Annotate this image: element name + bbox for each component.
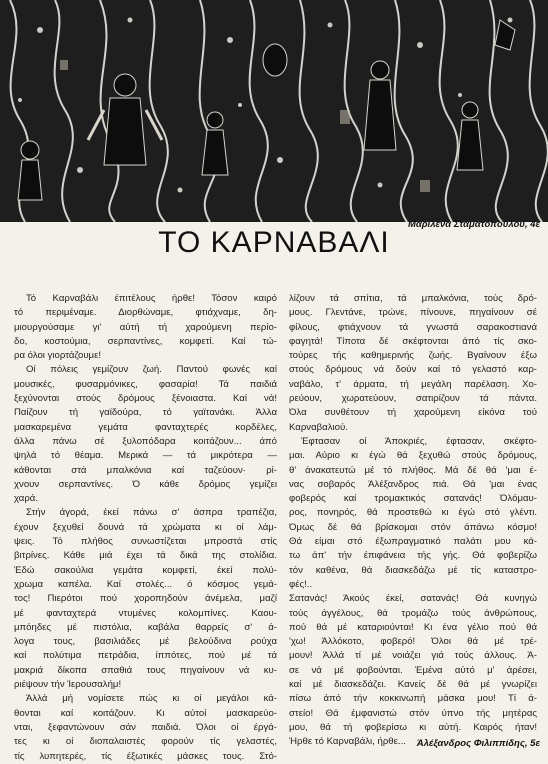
text-line: χνουν σερπαντίνες. Ό κάθε δρόμος γεμίζει xyxy=(14,478,277,490)
text-line: Παίζουν τή γαϊδούρα, τό γαϊτανάκι. Άλλα xyxy=(14,407,277,419)
text-line: τω άπ' τήν έπιφάνεια τής γής. Θά φοβερίζω xyxy=(289,550,537,562)
text-line: Οί πόλεις γεμίζουν ζωή. Παντού φωνές καί xyxy=(26,364,277,376)
author-signature: Άλέξανδρος Φιλιππίδης, 5ε xyxy=(416,738,540,749)
text-line: φοβερός καί τρομακτικός σατανάς! Όλόμαυ- xyxy=(289,493,537,505)
text-line: μασκαρεμένα γεμάτα φανταχτερές κορδέλες, xyxy=(14,421,277,433)
text-line: τες κι οί διοπαλαιστές φορούν τίς γελαστές, xyxy=(14,736,277,748)
text-line: Στήν άγορά, έκεί πάνω σ' άσπρα τραπέζια, xyxy=(26,507,277,519)
text-line: Όλα συνθέτουν τή χαρούμενη είκόνα τού xyxy=(289,407,537,419)
text-line: πίσω άπό τήν κοκκινωπή μάσκα μου! Τί ά- xyxy=(289,693,537,705)
text-line: μουσικές, φυσαρμόνικες, φασαρία! Τά παιδιά xyxy=(14,378,277,390)
text-line: μακριά δίκοπα σπαθιά τους πηγαίνουν νά κυ- xyxy=(14,664,277,676)
text-line: καί πολύτιμα πετράδια, ίππότες, πού μέ τά xyxy=(14,650,277,662)
text-line: θονται καί κοιτάζουν. Κι αύτοί μασκαρεύο- xyxy=(14,707,277,719)
text-line: ξεχύνονται στούς δρόμους ξένοιαστα. Καί νά! xyxy=(14,393,277,405)
text-line: νται, ξεφαντώνουν σάν παιδιά. Όλοι οί έργά- xyxy=(14,721,277,733)
text-line: κάθονται στά μπαλκόνια καί ταζεύουν· ρί- xyxy=(14,464,277,476)
text-line: Άλλά μή νομίσετε πώς κι οί μεγάλοι κά- xyxy=(26,693,277,705)
text-line: ναβάλο, τ' άρματα, τή μεγάλη παρέλαση. Χο- xyxy=(289,378,537,390)
text-line: μουν! Άλλά τί μέ νοιάζει γιά τούς άλλους. Ά- xyxy=(289,650,537,662)
text-line: 'χω! Άλλόκοτο, φοβερό! Όλοι θά μέ τρέ- xyxy=(289,636,537,648)
text-line: σε νά μέ φοβούνται. Έμένα αύτό μ' άρέσει, xyxy=(289,664,537,676)
carnival-illustration xyxy=(0,0,548,222)
text-line: τόν καθένα, θά διασκεδάζω μέ τίς καταστρο- xyxy=(289,564,537,576)
text-line: ρεύουν, χωρατεύουν, σατιρίζουν τά πάντα. xyxy=(289,393,537,405)
image-credit: Μαριλένα Σταματοπούλου, 4ε xyxy=(408,219,540,230)
left-column xyxy=(14,292,277,764)
text-line: τίς λυπητερές, τίς έξωτικές μάσκες τους. Στό- xyxy=(14,750,277,762)
text-line: έχουν ξεχυθεί δουνά τά χρώματα κι οί λάμ- xyxy=(14,521,277,533)
text-line: τούς άγγέλους, θά τρομάζω τούς άνθρώπους, xyxy=(289,607,537,619)
text-line: φίλους, φτιάχνουν τά γνωστά σαρακοστιανά xyxy=(289,321,537,333)
text-line: τό περιμέναμε. Διορθώναμε, φτιάχναμε, δη- xyxy=(14,307,277,319)
text-line: Έφτασαν οί Άποκριές, έφτασαν, σκέφτο- xyxy=(301,435,537,447)
text-line: μπόηδες μέ πιστόλια, καβάλα θαρρείς σ' ά- xyxy=(14,621,277,633)
text-line: δο, κοστούμια, σερπαντίνες, κομφετί. Καί τώ- xyxy=(14,335,277,347)
text-line: μους. Γλεντάνε, τρώνε, πίνουνε, πηγαίνουν σέ xyxy=(289,307,537,319)
text-line: μέ φανταχτερά ντυμένες κολομπίνες. Καου- xyxy=(14,607,277,619)
text-line: χαρά. xyxy=(14,493,38,505)
text-line: Καρναβαλιού. xyxy=(289,421,348,433)
text-line: πού θά μέ καταριούνται! Κι ένα γέλιο πού θά xyxy=(289,621,537,633)
text-line: λογα τους, βασιλιάδες μέ βελούδινα ρούχα xyxy=(14,636,277,648)
right-column xyxy=(289,292,537,750)
text-line: λίζουν τά σπίτια, τά μπαλκόνια, τούς δρό- xyxy=(289,293,537,304)
text-line: μαι. Αύριο κι έγώ θά ξεχυθώ στούς δρόμους, xyxy=(289,450,537,462)
text-line: Θά είμαι στό έξωπραγματικό παλάτι μου κά- xyxy=(289,536,537,548)
text-line: νας σοβαρός Άλέξανδρος πιά. Θά 'μαι ένας xyxy=(289,478,537,490)
text-line: μου, θά τή φοβερίσω κι αύτή. Καιρός ήταν! xyxy=(289,721,537,733)
text-line: ρος, πονηρός, θά προστεθώ κι έγώ στό γλέντι. xyxy=(289,507,537,519)
text-line: ψηλά τό θέαμα. Μερικά — τά μικρότερα — xyxy=(14,450,277,462)
text-line: βιτρίνες. Κάθε μιά έχει τά δικά της στολίδια. xyxy=(14,550,277,562)
text-line: τος! Πιερότοι πού χοροπηδούν άνέμελα, μαζί xyxy=(14,593,277,605)
text-line: χρωμα καπέλα. Καί στολές... ό κόσμος γεμά- xyxy=(14,578,277,590)
text-line: στούς δρόμους νά δούν καί τό γελαστό καρ- xyxy=(289,364,537,376)
text-line: Τό Καρναβάλι έπιτέλους ήρθε! Τόσον καιρό xyxy=(26,293,277,304)
text-line: ριέψουν τήν Ίερουσαλήμ! xyxy=(14,679,122,691)
text-line: Όμως δέ θά βρίσκομαι στόν άπάνω κόσμο! xyxy=(289,521,537,533)
text-line: φές!.. xyxy=(289,578,313,590)
text-line: θ' άνακατευτώ μέ τό πλήθος. Μά δέ θά 'μαι έ- xyxy=(289,464,537,476)
text-line: άλλα πάνω σέ ξυλοπόδαρα κοιτάζουν... άπό xyxy=(14,435,277,447)
text-line: φαγητά! Τίποτα δέ σκέφτονται άπό τίς σκο- xyxy=(289,335,537,347)
page-title: ΤΟ ΚΑΡΝΑΒΑΛΙ xyxy=(158,226,390,259)
text-line: ρα όλοι γιορτάζουμε! xyxy=(14,350,102,362)
text-line: ψεις. Τό πλήθος συνωστίζεται μπροστά στίς xyxy=(14,536,277,548)
text-line: μιουργούσαμε γι' αύτή τή χαρούμενη περίο- xyxy=(14,321,277,333)
text-line: καί μέ διασκεδάζει. Κανείς δέ θά μέ γνωρίζει xyxy=(289,679,537,691)
text-line: Έδώ σακούλια γεμάτα κομφετί, έκεί πολύ- xyxy=(14,564,277,576)
text-line: στείο! Θά έμφανιστώ στόν ύπνο τής μητέρας xyxy=(289,707,537,719)
text-line: Ήρθε τό Καρναβάλι, ήρθε... xyxy=(289,736,406,748)
text-line: τούρες τής καθημερινής ζωής. Βγαίνουν έξω xyxy=(289,350,537,362)
text-line: Σατανάς! Άκούς έκεί, σατανάς! Θά κυνηγώ xyxy=(289,593,537,605)
